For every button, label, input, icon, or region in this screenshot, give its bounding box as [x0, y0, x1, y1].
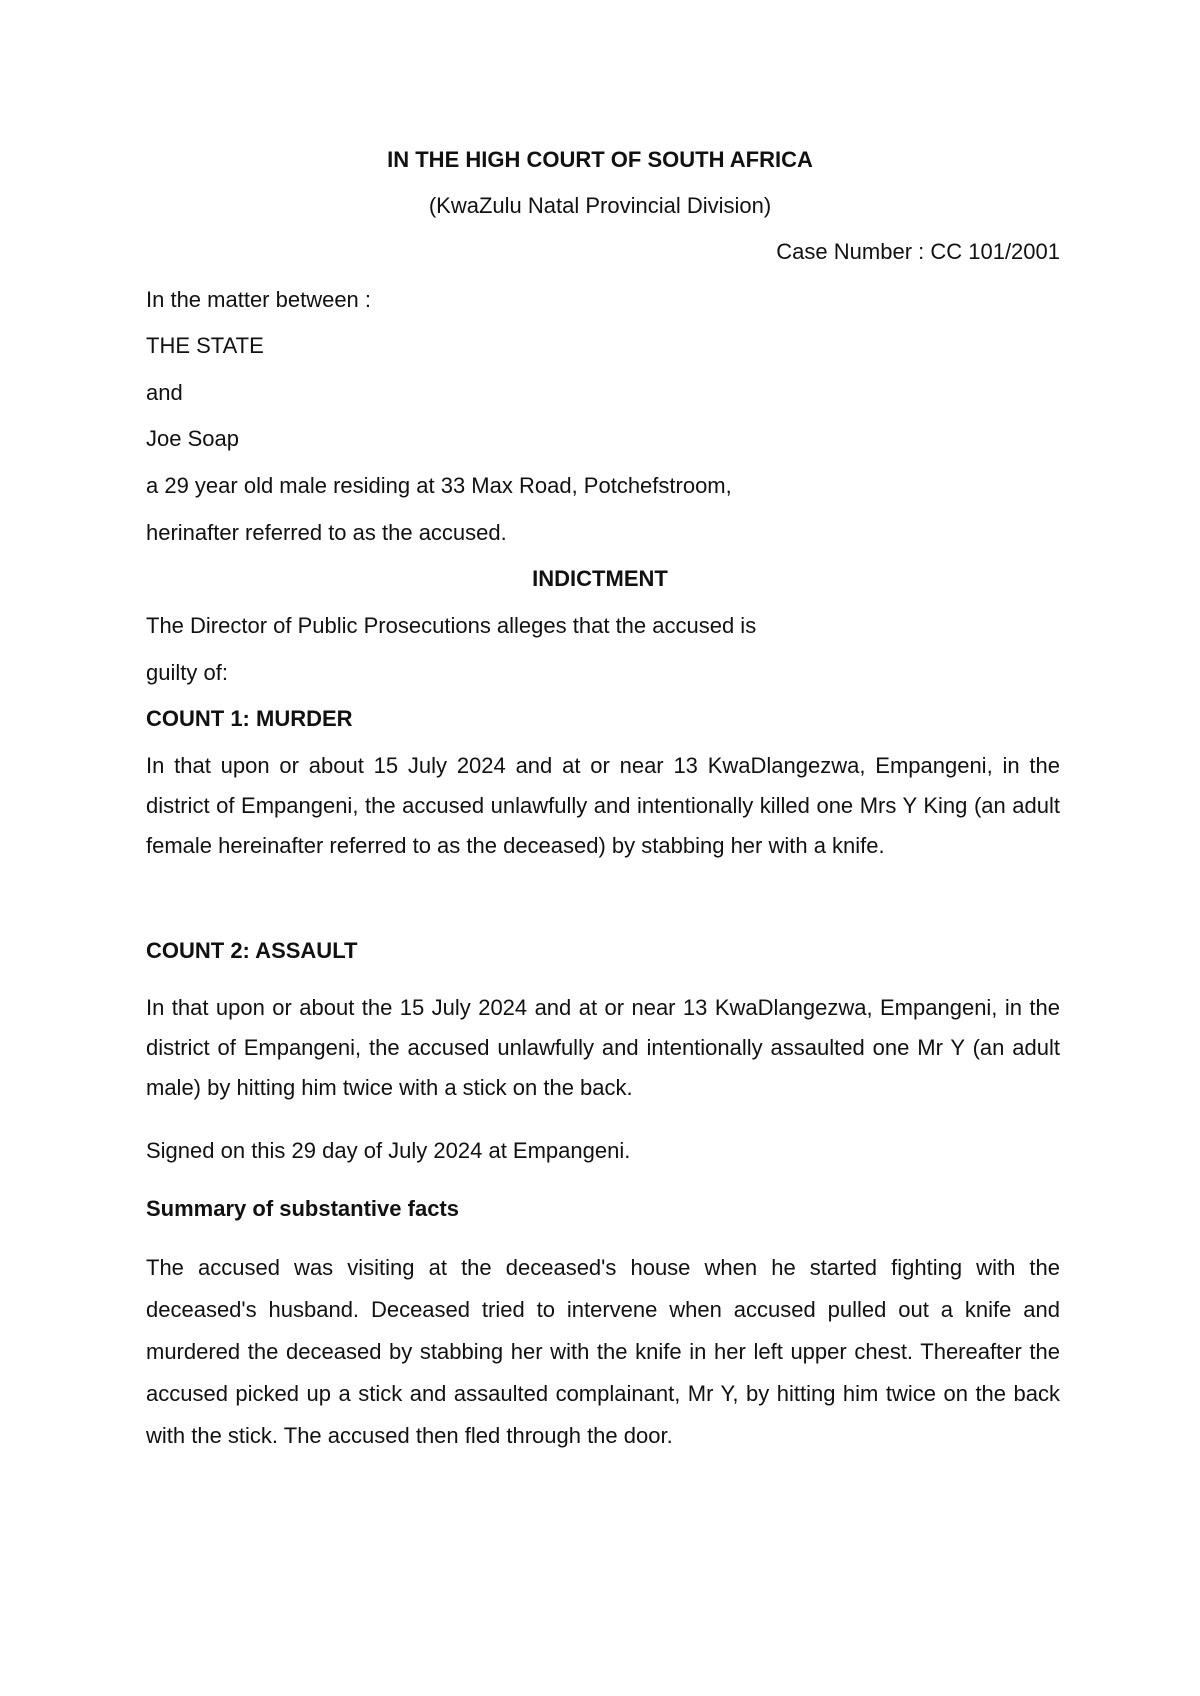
- accused-name: Joe Soap: [146, 426, 239, 451]
- count-1-text: In that upon or about 15 July 2024 and at or near 13 KwaDlangezwa, Empangeni, in the district of Empangeni, the accused unlawfully and intentionally killed one Mrs Y King (an adult female hereinafter referred to as the deceased) by stabbing her with a knife.: [146, 753, 1060, 858]
- case-number: Case Number : CC 101/2001: [776, 239, 1060, 264]
- party-conjunction: and: [146, 380, 183, 405]
- allegation-line-2: guilty of:: [146, 660, 228, 685]
- count-2-heading: COUNT 2: ASSAULT: [146, 938, 358, 963]
- court-title: IN THE HIGH COURT OF SOUTH AFRICA: [387, 147, 813, 172]
- accused-reference: herinafter referred to as the accused.: [146, 520, 507, 545]
- parties-intro: In the matter between :: [146, 287, 372, 312]
- summary-text: The accused was visiting at the deceased's house when he started fighting with the deceased's husband. Deceased tried to intervene when accused pulled out a knife and murdered the deceased by stabbing her with the knife in her left upper chest. Thereafter the accused picked up a stick and assaulted complainant, Mr Y, by hitting him twice on the back with the stick. The accused then fled through the door.: [146, 1255, 1060, 1448]
- allegation-line-1: The Director of Public Prosecutions alleges that the accused is: [146, 613, 757, 638]
- count-2-text: In that upon or about the 15 July 2024 and at or near 13 KwaDlangezwa, Empangeni, in the district of Empangeni, the accused unlawfully and intentionally assaulted one Mr Y (an adult male) by hitting him twice with a stick on the back.: [146, 995, 1060, 1100]
- division-subtitle: (KwaZulu Natal Provincial Division): [428, 193, 772, 218]
- accused-description: a 29 year old male residing at 33 Max Road, Potchefstroom,: [146, 473, 732, 498]
- indictment-title: INDICTMENT: [532, 566, 668, 591]
- party-plaintiff: THE STATE: [146, 333, 264, 358]
- signature-line: Signed on this 29 day of July 2024 at Empangeni.: [146, 1138, 631, 1163]
- summary-heading: Summary of substantive facts: [146, 1196, 459, 1221]
- count-1-heading: COUNT 1: MURDER: [146, 706, 353, 731]
